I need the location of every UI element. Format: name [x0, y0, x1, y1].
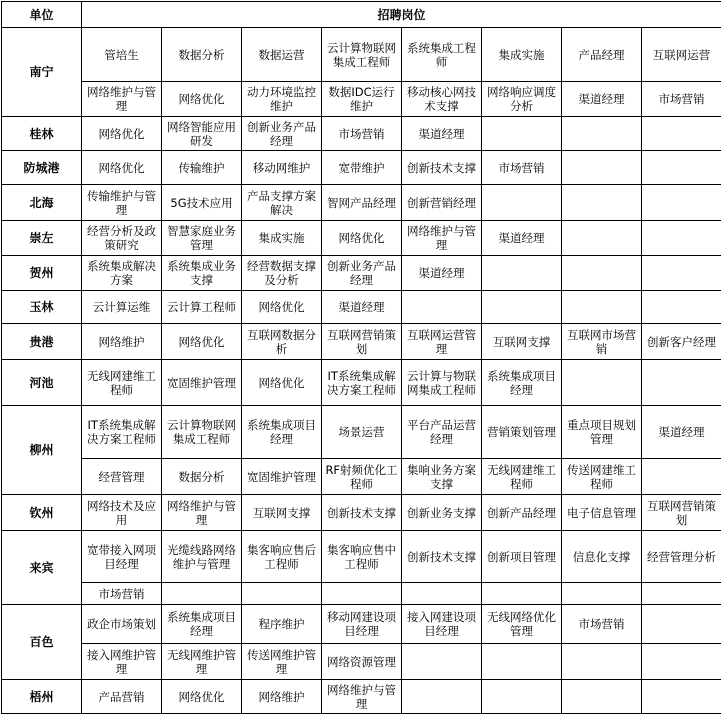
- position-cell: IT系统集成解决方案工程师: [82, 406, 162, 459]
- table-row: [2, 360, 721, 406]
- position-cell: [562, 644, 642, 680]
- position-cell: 移动核心网技术支撑: [402, 82, 482, 117]
- position-cell: 接入网维护管理: [82, 644, 162, 680]
- position-cell: 云计算运维: [82, 291, 162, 324]
- table-row: [2, 256, 721, 291]
- unit-cell: 来宾: [2, 531, 82, 605]
- position-cell: 互联网支撑: [242, 495, 322, 531]
- unit-cell: 柳州: [2, 406, 82, 495]
- position-cell: [642, 680, 721, 714]
- position-cell: 无线网建维工程师: [82, 360, 162, 406]
- table-row: [2, 644, 721, 680]
- position-cell: 数据运营: [242, 28, 322, 82]
- position-cell: [322, 583, 402, 605]
- position-cell: 重点项目规划管理: [562, 406, 642, 459]
- position-cell: [642, 117, 721, 151]
- position-cell: [562, 360, 642, 406]
- unit-cell: 崇左: [2, 221, 82, 256]
- position-cell: 渠道经理: [402, 256, 482, 291]
- position-cell: 创新业务产品经理: [322, 256, 402, 291]
- position-cell: [562, 221, 642, 256]
- position-cell: 移动网建设项目经理: [322, 605, 402, 644]
- table-row: [2, 459, 721, 495]
- table-row: [2, 221, 721, 256]
- position-cell: 传输维护: [162, 151, 242, 185]
- position-cell: 网络优化: [322, 221, 402, 256]
- position-cell: 政企市场策划: [82, 605, 162, 644]
- position-cell: [482, 117, 562, 151]
- position-cell: 经营管理: [82, 459, 162, 495]
- position-cell: 系统集成解决方案: [82, 256, 162, 291]
- position-cell: [642, 459, 721, 495]
- position-cell: [642, 185, 721, 221]
- position-cell: [482, 256, 562, 291]
- position-cell: 宽带接入网项目经理: [82, 531, 162, 583]
- position-cell: 数据分析: [162, 459, 242, 495]
- unit-cell: 百色: [2, 605, 82, 680]
- position-cell: 云计算与物联网集成工程师: [402, 360, 482, 406]
- position-cell: 渠道经理: [322, 291, 402, 324]
- position-cell: 渠道经理: [482, 221, 562, 256]
- position-cell: 互联网数据分析: [242, 324, 322, 360]
- table-row: [2, 406, 721, 459]
- table-row: [2, 495, 721, 531]
- position-cell: 云计算物联网集成工程师: [162, 406, 242, 459]
- position-cell: [562, 117, 642, 151]
- position-cell: 产品支撑方案解决: [242, 185, 322, 221]
- position-cell: [482, 583, 562, 605]
- position-cell: 传送网建维工程师: [562, 459, 642, 495]
- position-cell: 系统集成工程师: [402, 28, 482, 82]
- position-cell: 动力环境监控维护: [242, 82, 322, 117]
- unit-cell: 防城港: [2, 151, 82, 185]
- position-cell: 经营分析及政策研究: [82, 221, 162, 256]
- position-cell: 网络优化: [242, 291, 322, 324]
- position-cell: 创新项目管理: [482, 531, 562, 583]
- position-cell: 移动网维护: [242, 151, 322, 185]
- position-cell: [402, 291, 482, 324]
- table-row: [2, 605, 721, 644]
- position-cell: [562, 151, 642, 185]
- table-row: [2, 151, 721, 185]
- position-cell: [402, 583, 482, 605]
- position-cell: 网络技术及应用: [82, 495, 162, 531]
- position-cell: 网络优化: [162, 324, 242, 360]
- table-row: [2, 680, 721, 714]
- position-cell: [642, 605, 721, 644]
- position-cell: 系统集成项目经理: [162, 605, 242, 644]
- position-cell: 互联网营销策划: [642, 495, 721, 531]
- position-cell: 集响业务方案支撑: [402, 459, 482, 495]
- position-cell: 智网产品经理: [322, 185, 402, 221]
- unit-cell: 南宁: [2, 28, 82, 117]
- position-cell: 集成实施: [482, 28, 562, 82]
- recruitment-table: [1, 1, 721, 714]
- position-cell: [642, 644, 721, 680]
- position-cell: 场景运营: [322, 406, 402, 459]
- table-row: [2, 324, 721, 360]
- position-cell: 互联网运营: [642, 28, 721, 82]
- position-cell: 数据分析: [162, 28, 242, 82]
- position-cell: 网络优化: [82, 117, 162, 151]
- position-cell: 网络优化: [162, 680, 242, 714]
- position-cell: 经营管理分析: [642, 531, 721, 583]
- position-cell: 渠道经理: [402, 117, 482, 151]
- unit-cell: 北海: [2, 185, 82, 221]
- position-cell: [562, 256, 642, 291]
- position-cell: 宽带维护: [322, 151, 402, 185]
- position-cell: 创新产品经理: [482, 495, 562, 531]
- position-cell: 网络维护与管理: [82, 82, 162, 117]
- position-cell: 网络优化: [82, 151, 162, 185]
- position-cell: 宽固维护管理: [242, 459, 322, 495]
- position-cell: 渠道经理: [642, 406, 721, 459]
- position-cell: 5G技术应用: [162, 185, 242, 221]
- table-row: [2, 531, 721, 583]
- position-cell: 互联网营销策划: [322, 324, 402, 360]
- position-cell: [482, 680, 562, 714]
- position-cell: 集客响应售中工程师: [322, 531, 402, 583]
- position-cell: 互联网支撑: [482, 324, 562, 360]
- position-cell: 市场营销: [642, 82, 721, 117]
- position-cell: 集成实施: [242, 221, 322, 256]
- position-cell: 网络优化: [162, 82, 242, 117]
- unit-cell: 梧州: [2, 680, 82, 714]
- position-cell: 程序维护: [242, 605, 322, 644]
- table-row: [2, 185, 721, 221]
- position-cell: 网络维护: [242, 680, 322, 714]
- unit-cell: 贵港: [2, 324, 82, 360]
- position-cell: [642, 256, 721, 291]
- position-cell: 电子信息管理: [562, 495, 642, 531]
- unit-cell: 贺州: [2, 256, 82, 291]
- position-cell: 无线网维护管理: [162, 644, 242, 680]
- position-cell: 无线网建维工程师: [482, 459, 562, 495]
- position-cell: 管培生: [82, 28, 162, 82]
- position-cell: [642, 291, 721, 324]
- position-cell: 平台产品运营经理: [402, 406, 482, 459]
- position-cell: [562, 185, 642, 221]
- position-cell: 数据IDC运行维护: [322, 82, 402, 117]
- position-cell: 光缆线路网络维护与管理: [162, 531, 242, 583]
- position-cell: [162, 583, 242, 605]
- position-cell: 宽固维护管理: [162, 360, 242, 406]
- position-cell: 网络资源管理: [322, 644, 402, 680]
- position-cell: 云计算工程师: [162, 291, 242, 324]
- position-cell: [482, 644, 562, 680]
- position-cell: 互联网运营管理: [402, 324, 482, 360]
- position-cell: IT系统集成解决方案工程师: [322, 360, 402, 406]
- position-cell: 网络智能应用研发: [162, 117, 242, 151]
- position-cell: [562, 583, 642, 605]
- position-cell: [402, 680, 482, 714]
- position-cell: 无线网络优化管理: [482, 605, 562, 644]
- position-cell: 智慧家庭业务管理: [162, 221, 242, 256]
- position-cell: 互联网市场营销: [562, 324, 642, 360]
- position-cell: 市场营销: [562, 605, 642, 644]
- position-cell: [402, 644, 482, 680]
- position-cell: 系统集成项目经理: [242, 406, 322, 459]
- table-row: [2, 82, 721, 117]
- table-row: [2, 583, 721, 605]
- table-row: [2, 28, 721, 82]
- unit-header: 单位: [2, 2, 82, 28]
- position-cell: [642, 151, 721, 185]
- position-cell: 网络维护与管理: [402, 221, 482, 256]
- position-cell: 市场营销: [482, 151, 562, 185]
- unit-cell: 玉林: [2, 291, 82, 324]
- unit-cell: 桂林: [2, 117, 82, 151]
- position-cell: [562, 291, 642, 324]
- position-cell: 创新客户经理: [642, 324, 721, 360]
- position-cell: 信息化支撑: [562, 531, 642, 583]
- position-cell: 创新技术支撑: [322, 495, 402, 531]
- position-cell: 产品营销: [82, 680, 162, 714]
- position-cell: 创新技术支撑: [402, 151, 482, 185]
- position-cell: [642, 221, 721, 256]
- position-cell: 网络响应调度分析: [482, 82, 562, 117]
- position-cell: 网络维护与管理: [162, 495, 242, 531]
- position-cell: 经营数据支撑及分析: [242, 256, 322, 291]
- position-cell: 传送网维护管理: [242, 644, 322, 680]
- position-cell: 接入网建设项目经理: [402, 605, 482, 644]
- position-cell: [642, 583, 721, 605]
- unit-cell: 钦州: [2, 495, 82, 531]
- position-cell: 市场营销: [82, 583, 162, 605]
- position-cell: 创新业务支撑: [402, 495, 482, 531]
- position-cell: 网络维护: [82, 324, 162, 360]
- position-cell: 产品经理: [562, 28, 642, 82]
- position-cell: RF射频优化工程师: [322, 459, 402, 495]
- position-cell: 系统集成项目经理: [482, 360, 562, 406]
- position-cell: [482, 291, 562, 324]
- position-cell: 市场营销: [322, 117, 402, 151]
- position-cell: 创新业务产品经理: [242, 117, 322, 151]
- position-cell: 集客响应售后工程师: [242, 531, 322, 583]
- position-cell: 渠道经理: [562, 82, 642, 117]
- positions-header: 招聘岗位: [82, 2, 721, 28]
- position-cell: 创新技术支撑: [402, 531, 482, 583]
- position-cell: 系统集成业务支撑: [162, 256, 242, 291]
- table-row: [2, 291, 721, 324]
- header-row: [2, 2, 721, 28]
- position-cell: [562, 680, 642, 714]
- position-cell: [482, 185, 562, 221]
- position-cell: [242, 583, 322, 605]
- position-cell: 网络维护与管理: [322, 680, 402, 714]
- position-cell: 传输维护与管理: [82, 185, 162, 221]
- position-cell: 网络优化: [242, 360, 322, 406]
- table-row: [2, 117, 721, 151]
- position-cell: 营销策划管理: [482, 406, 562, 459]
- position-cell: [642, 360, 721, 406]
- unit-cell: 河池: [2, 360, 82, 406]
- position-cell: 云计算物联网集成工程师: [322, 28, 402, 82]
- position-cell: 创新营销经理: [402, 185, 482, 221]
